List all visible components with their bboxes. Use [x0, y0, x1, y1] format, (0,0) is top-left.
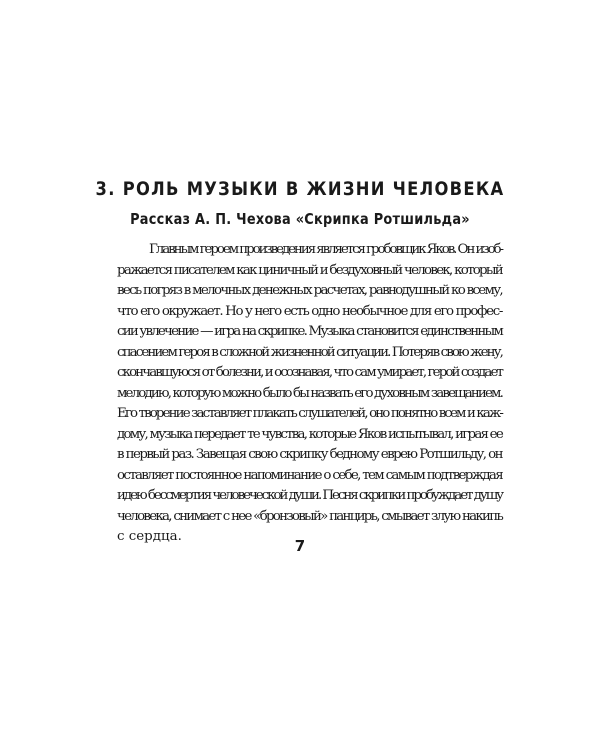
- text-line: Его творение заставляет плакать слушателей, оно понятно всем и каж-: [117, 406, 502, 421]
- text-line: спасением героя в сложной жизненной ситуации. Потеряв свою жену,: [117, 344, 502, 360]
- text-line: ражается писателем как циничный и бездуховный человек, который: [117, 262, 502, 278]
- text-line: человека, снимает с нее «бронзовый» панцирь, смывает злую накипь: [117, 508, 502, 524]
- chapter-subtitle: Рассказ А. П. Чехова «Скрипка Ротшильда»: [130, 210, 470, 228]
- text-line: с сердца.: [117, 529, 182, 544]
- text-line: скончавшуюся от болезни, и осознавая, что сам умирает, герой создает: [117, 365, 502, 380]
- text-line: оставляет постоянное напоминание о себе, тем самым подтверждая: [117, 467, 502, 483]
- text-line: что его окружает. Но у него есть одно необычное для его профес-: [117, 303, 502, 319]
- text-line: Главным героем произведения является гробовщик Яков. Он изоб-: [149, 242, 502, 257]
- text-line: мелодию, которую можно было бы назвать его духовным завещанием.: [117, 385, 502, 401]
- chapter-title: 3. РОЛЬ МУЗЫКИ В ЖИЗНИ ЧЕЛОВЕКА: [95, 178, 505, 200]
- text-line: сии увлечение — игра на скрипке. Музыка становится единственным: [117, 324, 502, 339]
- text-line: идею бессмертия человеческой души. Песня скрипки пробуждает душу: [117, 488, 502, 503]
- body-paragraph: [117, 240, 502, 548]
- page-number: 7: [294, 537, 306, 555]
- text-line: в первый раз. Завещая свою скрипку бедному еврею Ротшильду, он: [117, 447, 502, 462]
- text-line: дому, музыка передает те чувства, которые Яков испытывал, играя ее: [117, 426, 502, 442]
- text-line: весь погряз в мелочных денежных расчетах, равнодушный ко всему,: [117, 283, 502, 298]
